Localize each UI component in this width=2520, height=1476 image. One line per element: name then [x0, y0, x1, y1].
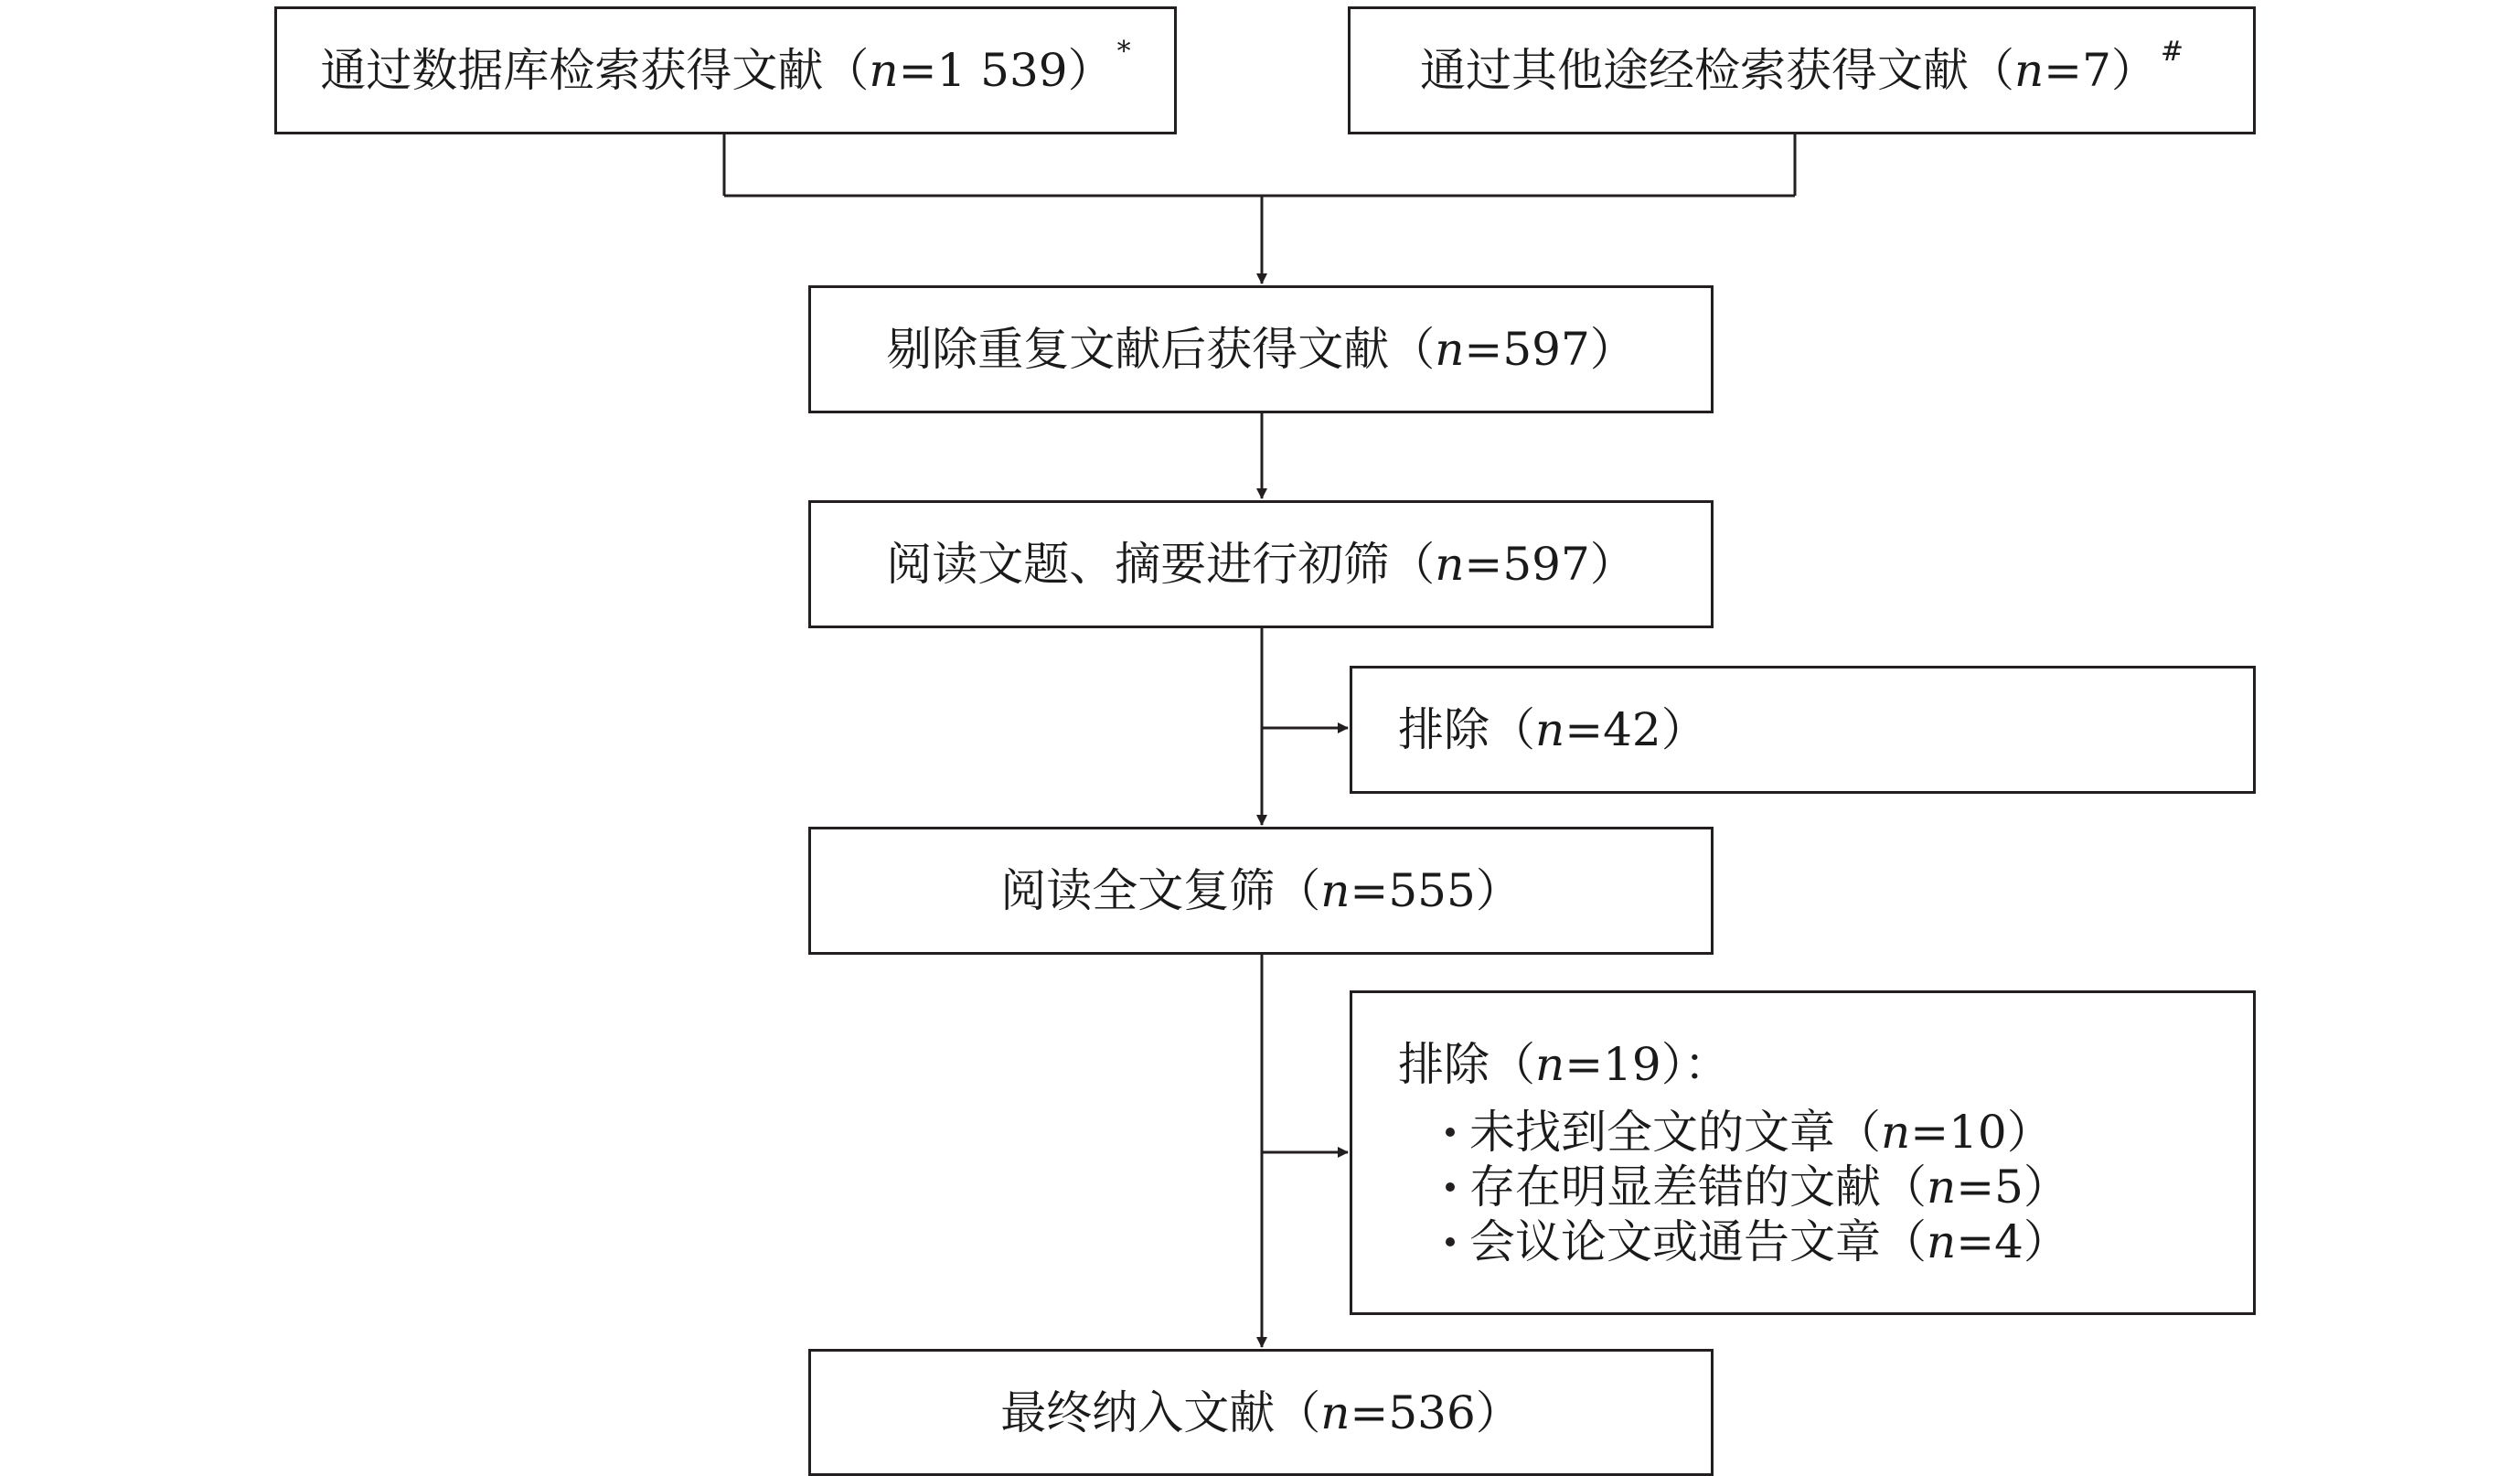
other-search-label: 通过其他途经检索获得文献（ [1419, 44, 2014, 97]
n-symbol: n [2013, 44, 2045, 97]
db-search-count: =1 539） [898, 44, 1114, 97]
db-search-label: 通过数据库检索获得文献（ [320, 44, 870, 97]
exclude1-count: =42） [1564, 703, 1707, 756]
n-symbol: n [1535, 703, 1565, 756]
final-count: =536） [1350, 1385, 1522, 1439]
n-symbol: n [1927, 1160, 1957, 1214]
reason-count: =10） [1910, 1105, 2053, 1159]
n-symbol: n [1320, 864, 1351, 917]
n-symbol: n [1881, 1105, 1911, 1159]
footnote-mark: * [1116, 36, 1131, 68]
other-search-count: =7） [2044, 44, 2157, 97]
n-symbol: n [1435, 538, 1465, 591]
exclude2-box [1350, 990, 2256, 1315]
exclude2-count: =19）： [1564, 1037, 1730, 1091]
bullet-icon [1446, 1182, 1455, 1192]
fulltext-count: =555） [1350, 864, 1522, 917]
n-symbol: n [1535, 1037, 1565, 1091]
exclude2-label: 排除（ [1398, 1037, 1535, 1091]
footnote-mark: # [2160, 36, 2184, 68]
n-symbol: n [869, 44, 899, 97]
reason-count: =4） [1956, 1214, 2069, 1268]
fulltext-box [808, 827, 1714, 955]
fulltext-label: 阅读全文复筛（ [1000, 864, 1321, 917]
dedup-count: =597） [1464, 323, 1636, 376]
n-symbol: n [1320, 1385, 1351, 1439]
exclude-reason-item [1446, 1160, 2069, 1214]
exclude1-box [1350, 666, 2256, 794]
reason-label: 存在明显差错的文献（ [1469, 1160, 1927, 1214]
bullet-icon [1446, 1237, 1455, 1246]
screening-box [808, 500, 1714, 628]
n-symbol: n [1927, 1214, 1957, 1268]
other-search-box [1348, 6, 2256, 134]
bullet-icon [1446, 1128, 1455, 1137]
exclude-reason-item [1446, 1105, 2053, 1159]
dedup-label: 剔除重复文献后获得文献（ [886, 323, 1436, 376]
dedup-box [808, 285, 1714, 413]
n-symbol: n [1435, 323, 1465, 376]
final-box [808, 1349, 1714, 1476]
screening-count: =597） [1464, 538, 1636, 591]
reason-label: 未找到全文的文章（ [1469, 1105, 1881, 1159]
exclude2-title [1398, 1037, 1730, 1091]
reason-count: =5） [1956, 1160, 2069, 1214]
exclude1-label: 排除（ [1398, 703, 1535, 756]
reason-label: 会议论文或通告文章（ [1469, 1214, 1927, 1268]
screening-label: 阅读文题、摘要进行初筛（ [886, 538, 1436, 591]
final-label: 最终纳入文献（ [1000, 1385, 1321, 1439]
exclude-reason-item [1446, 1214, 2069, 1268]
db-search-box [274, 6, 1177, 134]
